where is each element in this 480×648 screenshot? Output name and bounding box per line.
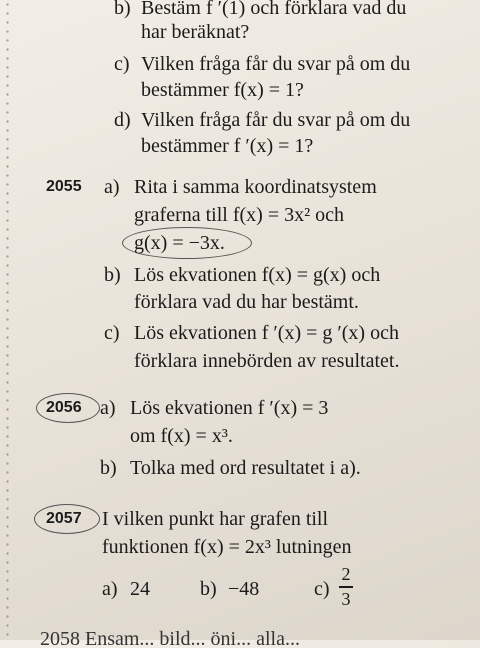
- p2055-a-label: a): [104, 176, 120, 198]
- item-c-label: c): [114, 53, 130, 75]
- fraction-denominator: 3: [341, 589, 351, 609]
- item-c-line2: bestämmer f(x) = 1?: [141, 79, 304, 101]
- p2055-c-line2: förklara innebörden av resultatet.: [134, 350, 400, 372]
- p2055-a-line2: graferna till f(x) = 3x² och: [134, 204, 344, 226]
- p2057-opt-b-label: b): [200, 578, 217, 600]
- p2056-a-line2: om f(x) = x³.: [130, 425, 233, 447]
- p2057-line2: funktionen f(x) = 2x³ lutningen: [102, 536, 352, 558]
- p2055-c-label: c): [104, 322, 120, 344]
- p2055-b-label: b): [104, 264, 121, 286]
- item-b-line1: Bestäm f ′(1) och förklara vad du: [141, 0, 407, 19]
- p2057-opt-b-value: −48: [228, 578, 260, 600]
- problem-number-2057: 2057: [46, 510, 82, 527]
- p2055-b-line2: förklara vad du har bestämt.: [134, 291, 359, 313]
- p2056-a-label: a): [100, 397, 116, 419]
- item-d-line2: bestämmer f ′(x) = 1?: [141, 135, 314, 157]
- perforation-dots: [6, 0, 9, 640]
- p2057-line1: I vilken punkt har grafen till: [102, 508, 329, 530]
- problem-number-2055: 2055: [46, 178, 82, 195]
- p2057-opt-a-value: 24: [130, 578, 150, 600]
- p2055-a-line3: g(x) = −3x.: [134, 232, 225, 254]
- p2056-b-label: b): [100, 457, 117, 479]
- p2055-c-line1: Lös ekvationen f ′(x) = g ′(x) och: [134, 322, 399, 344]
- p2057-opt-c-label: c): [314, 578, 330, 600]
- item-b-label: b): [114, 0, 131, 19]
- p2055-a-line1: Rita i samma koordinatsystem: [134, 176, 377, 198]
- p2055-b-line1: Lös ekvationen f(x) = g(x) och: [134, 264, 381, 286]
- item-b-line2: har beräknat?: [141, 21, 250, 43]
- fraction-numerator: 2: [341, 564, 351, 584]
- fraction-bar: [339, 586, 353, 588]
- p2056-b-line1: Tolka med ord resultatet i a).: [130, 457, 361, 479]
- item-d-label: d): [114, 109, 131, 131]
- item-c-line1: Vilken fråga får du svar på om du: [141, 53, 411, 75]
- problem-number-2056: 2056: [46, 399, 82, 416]
- item-d-line1: Vilken fråga får du svar på om du: [141, 109, 411, 131]
- p2056-a-line1: Lös ekvationen f ′(x) = 3: [130, 397, 329, 419]
- cut-off-next-problem: 2058 Ensam... bild... öni... alla...: [40, 628, 300, 648]
- p2057-opt-a-label: a): [102, 578, 118, 600]
